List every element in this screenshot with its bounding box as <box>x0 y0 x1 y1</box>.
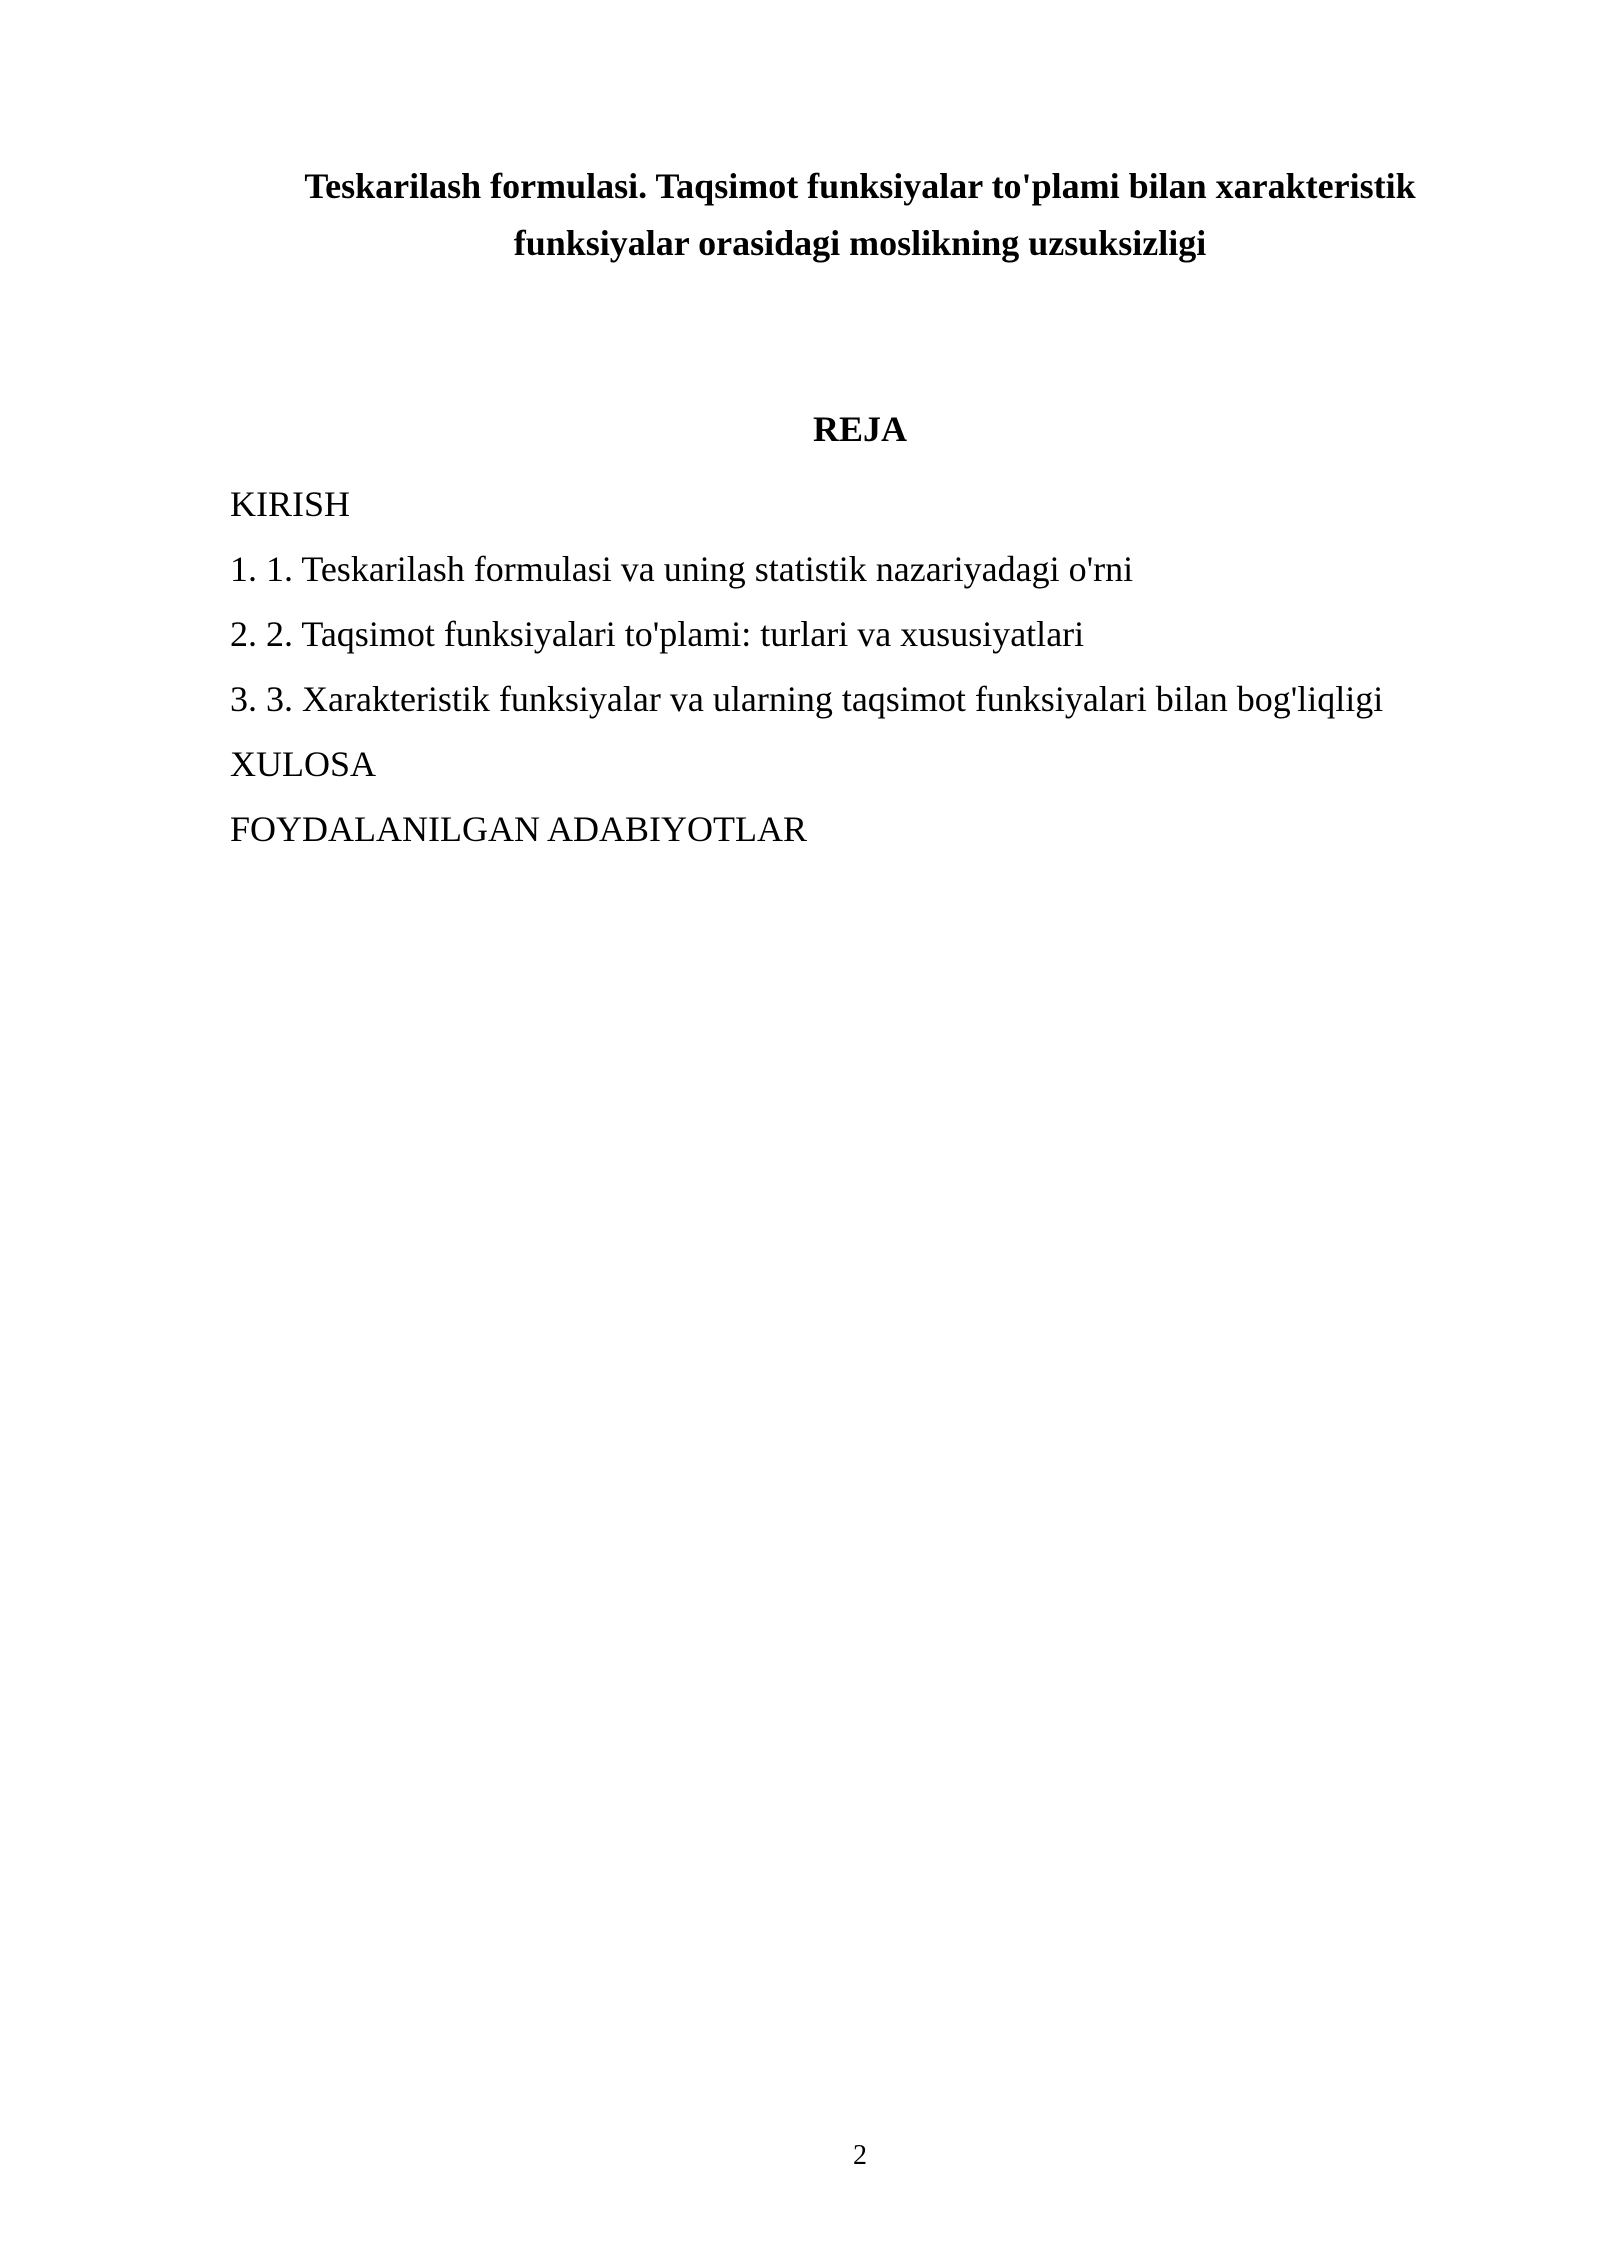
document-title-line-1: Teskarilash formulasi. Taqsimot funksiyalar to'plami bilan xarakteristik <box>304 166 1416 206</box>
plan-item-references: FOYDALANILGAN ADABIYOTLAR <box>230 809 807 849</box>
document-title-line-2: funksiyalar orasidagi moslikning uzsuksizligi <box>513 223 1207 263</box>
document-title <box>230 158 1490 272</box>
plan-heading: REJA <box>812 409 907 449</box>
page-number: 2 <box>853 2140 867 2171</box>
plan-list <box>230 472 1520 862</box>
plan-item-section-3: 3. 3. Xarakteristik funksiyalar va ularning taqsimot funksiyalari bilan bog'liqligi <box>230 679 1384 719</box>
plan-item-section-1: 1. 1. Teskarilash formulasi va uning statistik nazariyadagi o'rni <box>230 549 1134 589</box>
plan-item-introduction: KIRISH <box>230 484 351 524</box>
plan-item-section-2: 2. 2. Taqsimot funksiyalari to'plami: turlari va xususiyatlari <box>230 614 1085 654</box>
plan-item-conclusion: XULOSA <box>230 744 377 784</box>
